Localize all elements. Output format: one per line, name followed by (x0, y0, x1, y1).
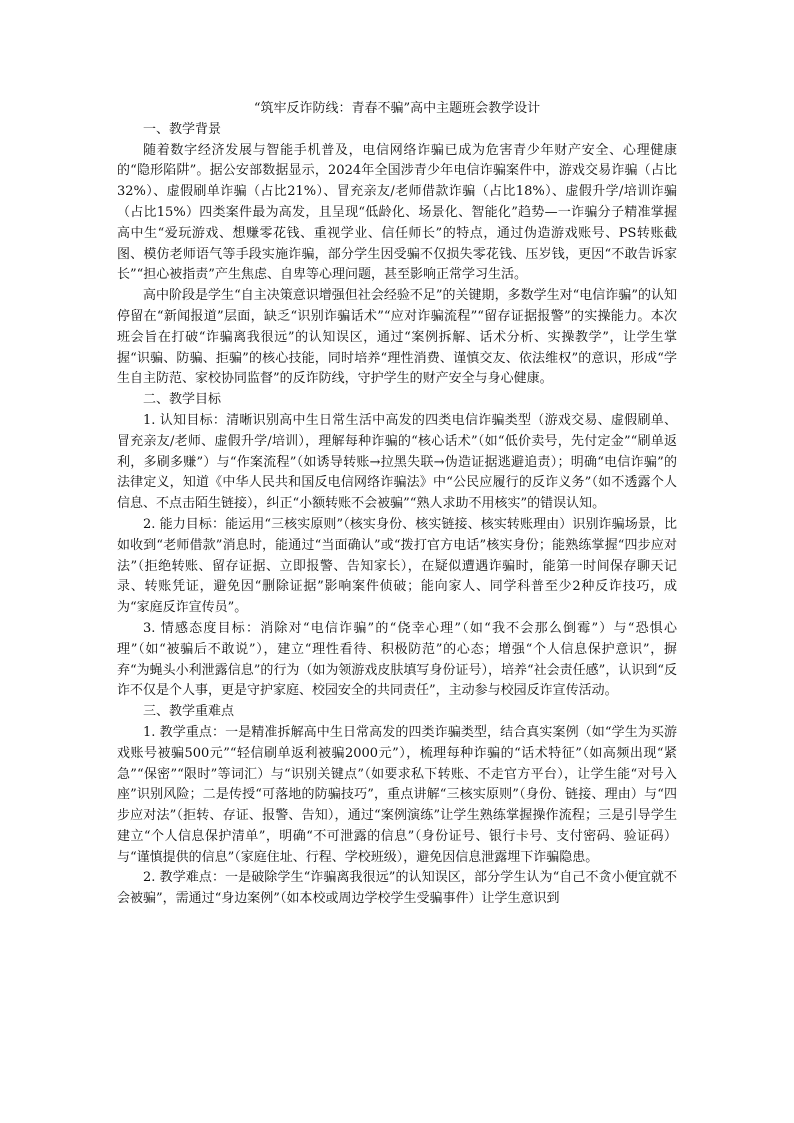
paragraph: 3. 情感态度目标：消除对“电信诈骗”的“侥幸心理”（如“我不会那么倒霉”）与“恐惧心理”（如“被骗后不敢说”），建立“理性看待、积极防范”的心态；增强“个人信息保护意识”，摒弃“为蝇头小利泄露信息”的行为（如为领游戏皮肤填写身份证号），培养“社会责任感”，认识到“反诈不仅是个人事，更是守护家庭、校园安全的共同责任”，主动参与校园反诈宣传活动。 (117, 620, 677, 699)
paragraph: 2. 教学难点：一是破除学生“诈骗离我很远”的认知误区，部分学生认为“自己不贪小便宜就不会被骗”，需通过“身边案例”（如本校或周边学校学生受骗事件）让学生意识到 (117, 870, 677, 907)
paragraph: 高中阶段是学生“自主决策意识增强但社会经验不足”的关键期，多数学生对“电信诈骗”的认知停留在“新闻报道”层面，缺乏“识别诈骗话术”“应对诈骗流程”“留存证据报警”的实操能力。本次班会旨在打破“诈骗离我很远”的认知误区，通过“案例拆解、话术分析、实操教学”，让学生掌握“识骗、防骗、拒骗”的核心技能，同时培养“理性消费、谨慎交友、依法维权”的意识，形成“学生自主防范、家校协同监督”的反诈防线，守护学生的财产安全与身心健康。 (117, 288, 677, 387)
paragraph: 随着数字经济发展与智能手机普及，电信网络诈骗已成为危害青少年财产安全、心理健康的“隐形陷阱”。据公安部数据显示，2024年全国涉青少年电信诈骗案件中，游戏交易诈骗（占比32%）、虚假刷单诈骗（占比21%）、冒充亲友/老师借款诈骗（占比18%）、虚假升学/培训诈骗（占比15%）四类案件最为高发，且呈现“低龄化、场景化、智能化”趋势—一诈骗分子精准掌握高中生“爱玩游戏、想赚零花钱、重视学业、信任师长”的特点，通过伪造游戏账号、PS转账截图、模仿老师语气等手段实施诈骗，部分学生因受骗不仅损失零花钱、压岁钱，更因“不敢告诉家长”“担心被指责”产生焦虑、自卑等心理问题，甚至影响正常学习生活。 (117, 142, 677, 283)
section-key-points (117, 702, 677, 910)
paragraph: 2. 能力目标：能运用“三核实原则”（核实身份、核实链接、核实转账理由）识别诈骗场景，比如收到“老师借款”消息时，能通过“当面确认”或“拨打官方电话”核实身份；能熟练掌握“四步应对法”（拒绝转账、留存证据、立即报警、告知家长），在疑似遭遇诈骗时，能第一时间保存聊天记录、转账凭证，避免因“删除证据”影响案件侦破；能向家人、同学科普至少2种反诈技巧，成为“家庭反诈宣传员”。 (117, 516, 677, 616)
section-heading: 一、教学背景 (143, 121, 222, 137)
document-title: “筑牢反诈防线：青春不骗”高中主题班会教学设计 (253, 101, 541, 116)
paragraph: 1. 教学重点：一是精准拆解高中生日常高发的四类诈骗类型，结合真实案例（如“学生为买游戏账号被骗500元”“轻信刷单返利被骗2000元”），梳理每种诈骗的“话术特征”（如高频出现“紧急”“保密”“限时”等词汇）与“识别关键点”（如要求私下转账、不走官方平台），让学生能“对号入座”识别风险；二是传授“可落地的防骗技巧”，重点讲解“三核实原则”（身份、链接、理由）与“四步应对法”（拒转、存证、报警、告知），通过“案例演练”让学生熟练掌握操作流程；三是引导学生建立“个人信息保护清单”，明确“不可泄露的信息”（身份证号、银行卡号、支付密码、验证码）与“谨慎提供的信息”（家庭住址、行程、学校班级），避免因信息泄露埋下诈骗隐患。 (117, 724, 677, 865)
section-goals (117, 390, 677, 702)
section-heading: 三、教学重难点 (143, 704, 235, 720)
paragraph: 1. 认知目标：清晰识别高中生日常生活中高发的四类电信诈骗类型（游戏交易、虚假刷单、冒充亲友/老师、虚假升学/培训），理解每种诈骗的“核心话术”（如“低价卖号，先付定金”“刷单返利，多刷多赚”）与“作案流程”（如诱导转账→拉黑失联→伪造证据逃避追责）；明确“电信诈骗”的法律定义，知道《中华人民共和国反电信网络诈骗法》中“公民应履行的反诈义务”（如不透露个人信息、不点击陌生链接），纠正“小额转账不会被骗”“熟人求助不用核实”的错误认知。 (117, 412, 677, 512)
section-heading: 二、教学目标 (143, 392, 222, 408)
section-background (117, 120, 677, 390)
document-body (117, 99, 677, 910)
